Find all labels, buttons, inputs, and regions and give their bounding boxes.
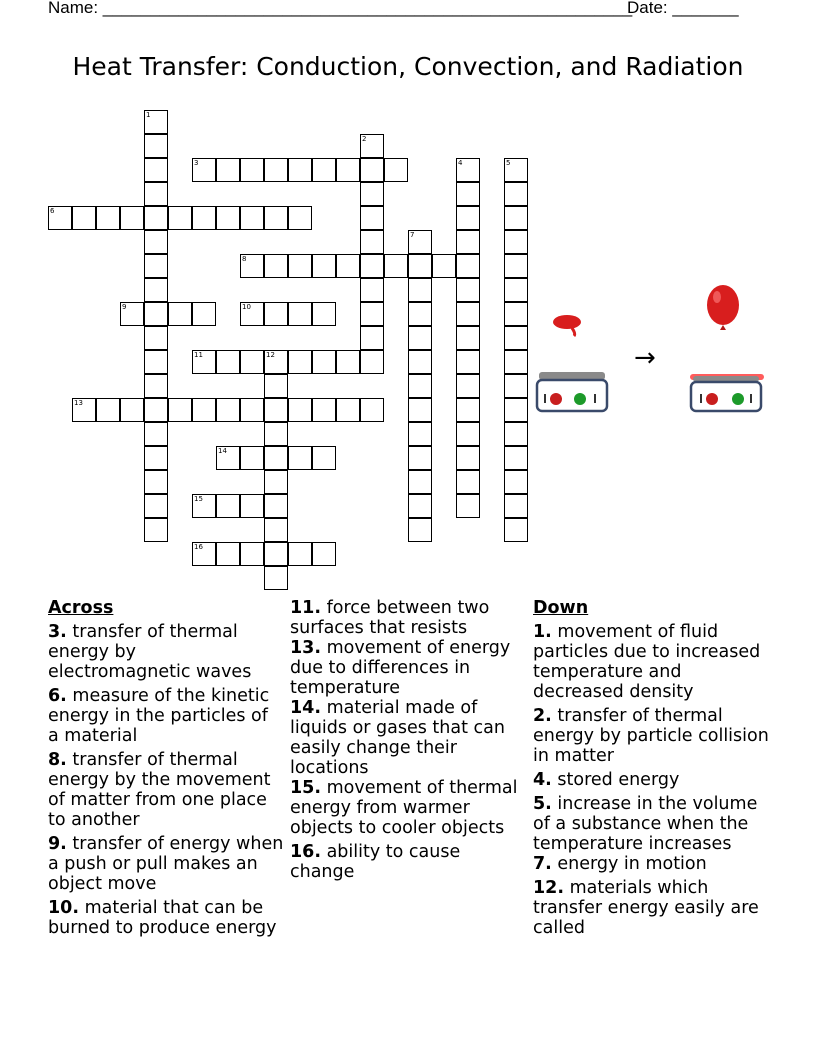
grid-cell[interactable]: [240, 302, 264, 326]
grid-cell[interactable]: [264, 158, 288, 182]
grid-cell[interactable]: [360, 158, 384, 182]
grid-cell[interactable]: [288, 398, 312, 422]
grid-cell[interactable]: [264, 350, 288, 374]
grid-cell[interactable]: [504, 374, 528, 398]
grid-cell[interactable]: [264, 398, 288, 422]
page-title: Heat Transfer: Conduction, Convection, and Radiation: [72, 52, 744, 81]
grid-cell[interactable]: [120, 398, 144, 422]
grid-cell[interactable]: [216, 446, 240, 470]
grid-cell[interactable]: [264, 302, 288, 326]
grid-cell[interactable]: [504, 446, 528, 470]
grid-cell[interactable]: [192, 206, 216, 230]
grid-cell[interactable]: [456, 158, 480, 182]
grid-cell[interactable]: [264, 542, 288, 566]
grid-cell[interactable]: [264, 254, 288, 278]
grid-cell[interactable]: [168, 398, 192, 422]
grid-cell[interactable]: [456, 422, 480, 446]
grid-cell[interactable]: [360, 206, 384, 230]
grid-cell[interactable]: [144, 206, 168, 230]
grid-cell[interactable]: [360, 302, 384, 326]
grid-cell[interactable]: [240, 158, 264, 182]
deflated-balloon-icon: [553, 315, 581, 336]
grid-cell[interactable]: [144, 182, 168, 206]
clue-across-8: 8. transfer of thermal energy by the movement of matter from one place to another: [48, 750, 271, 830]
clue-across-14: 14. material made of liquids or gases that can easily change their locations: [290, 698, 505, 778]
grid-cell[interactable]: [504, 302, 528, 326]
grid-cell[interactable]: [504, 206, 528, 230]
grid-cell[interactable]: [408, 326, 432, 350]
name-field[interactable]: Name: ________________________________________________________: [48, 0, 633, 17]
grid-cell[interactable]: [192, 302, 216, 326]
clue-down-1: 1. movement of fluid particles due to increased temperature and decreased density: [533, 622, 761, 702]
grid-cell[interactable]: [144, 398, 168, 422]
arrow-icon: →: [634, 343, 656, 373]
grid-cell[interactable]: [144, 158, 168, 182]
grid-cell[interactable]: [504, 158, 528, 182]
grid-cell[interactable]: [240, 350, 264, 374]
clue-down-5: 5. increase in the volume of a substance when the temperature increases: [533, 794, 758, 854]
grid-cell[interactable]: [144, 278, 168, 302]
grid-cell[interactable]: [144, 326, 168, 350]
grid-cell[interactable]: [456, 446, 480, 470]
grid-cell[interactable]: [240, 254, 264, 278]
grid-cell[interactable]: [456, 374, 480, 398]
grid-cell[interactable]: [456, 470, 480, 494]
grid-cell[interactable]: [312, 398, 336, 422]
grid-cell[interactable]: [288, 350, 312, 374]
grid-cell[interactable]: [144, 350, 168, 374]
grid-cell[interactable]: [336, 158, 360, 182]
grid-cell[interactable]: [192, 542, 216, 566]
grid-cell[interactable]: [408, 446, 432, 470]
grid-cell[interactable]: [168, 302, 192, 326]
cell-number: 15: [194, 495, 203, 503]
down-heading: Down: [533, 598, 589, 618]
grid-cell[interactable]: [144, 422, 168, 446]
grid-cell[interactable]: [456, 326, 480, 350]
grid-cell[interactable]: [120, 302, 144, 326]
grid-cell[interactable]: [456, 230, 480, 254]
grid-cell[interactable]: [312, 542, 336, 566]
grid-cell[interactable]: [96, 206, 120, 230]
grid-cell[interactable]: [504, 398, 528, 422]
cell-number: 11: [194, 351, 203, 359]
grid-cell[interactable]: [216, 398, 240, 422]
grid-cell[interactable]: [504, 278, 528, 302]
grid-cell[interactable]: [240, 494, 264, 518]
across-clues: [48, 598, 284, 942]
grid-cell[interactable]: [264, 494, 288, 518]
grid-cell[interactable]: [504, 518, 528, 542]
grid-cell[interactable]: [264, 374, 288, 398]
grid-cell[interactable]: [360, 182, 384, 206]
grid-cell[interactable]: [408, 254, 432, 278]
grid-cell[interactable]: [360, 350, 384, 374]
grid-cell[interactable]: [72, 206, 96, 230]
grid-cell[interactable]: [456, 278, 480, 302]
grid-cell[interactable]: [144, 230, 168, 254]
grid-cell[interactable]: [456, 398, 480, 422]
grid-cell[interactable]: [504, 350, 528, 374]
clue-across-13: 13. movement of energy due to differences in temperature: [290, 638, 511, 698]
clue-across-11: 11. force between two surfaces that resists: [290, 598, 490, 638]
grid-cell[interactable]: [408, 350, 432, 374]
grid-cell[interactable]: [408, 278, 432, 302]
grid-cell[interactable]: [408, 422, 432, 446]
cell-number: 10: [242, 303, 251, 311]
cell-number: 5: [506, 159, 511, 167]
grid-cell[interactable]: [288, 254, 312, 278]
grid-cell[interactable]: [240, 206, 264, 230]
grid-cell[interactable]: [456, 182, 480, 206]
grid-cell[interactable]: [360, 326, 384, 350]
clue-down-2: 2. transfer of thermal energy by particle collision in matter: [533, 706, 769, 766]
grid-cell[interactable]: [408, 494, 432, 518]
grid-cell[interactable]: [456, 302, 480, 326]
grid-cell[interactable]: [288, 302, 312, 326]
grid-cell[interactable]: [312, 254, 336, 278]
grid-cell[interactable]: [504, 470, 528, 494]
cell-number: 1: [146, 111, 151, 119]
grid-cell[interactable]: [504, 422, 528, 446]
grid-cell[interactable]: [504, 326, 528, 350]
grid-cell[interactable]: [384, 158, 408, 182]
grid-cell[interactable]: [384, 254, 408, 278]
cell-number: 14: [218, 447, 227, 455]
grid-cell[interactable]: [288, 158, 312, 182]
grid-cell[interactable]: [456, 254, 480, 278]
down-clues: [533, 598, 773, 942]
grid-cell[interactable]: [456, 350, 480, 374]
clue-down-12: 12. materials which transfer energy easily are called: [533, 878, 759, 938]
grid-cell[interactable]: [72, 398, 96, 422]
grid-cell[interactable]: [216, 350, 240, 374]
grid-cell[interactable]: [504, 182, 528, 206]
clue-across-3: 3. transfer of thermal energy by electromagnetic waves: [48, 622, 252, 682]
clue-down-4: 4. stored energy: [533, 770, 680, 790]
grid-cell[interactable]: [120, 206, 144, 230]
grid-cell[interactable]: [240, 398, 264, 422]
cell-number: 2: [362, 135, 367, 143]
grid-cell[interactable]: [360, 278, 384, 302]
clue-across-15: 15. movement of thermal energy from warmer objects to cooler objects: [290, 778, 518, 838]
cell-number: 16: [194, 543, 203, 551]
grid-cell[interactable]: [312, 302, 336, 326]
inflated-balloon-icon: [707, 285, 739, 330]
grid-cell[interactable]: [144, 134, 168, 158]
grid-cell[interactable]: [408, 470, 432, 494]
grid-cell[interactable]: [408, 518, 432, 542]
cell-number: 6: [50, 207, 55, 215]
grid-cell[interactable]: [288, 206, 312, 230]
grid-cell[interactable]: [264, 422, 288, 446]
grid-cell[interactable]: [264, 206, 288, 230]
grid-cell[interactable]: [216, 206, 240, 230]
hot-plate-cold-icon: [537, 372, 607, 411]
grid-cell[interactable]: [504, 254, 528, 278]
across-clues-continued: [290, 598, 526, 886]
grid-cell[interactable]: [408, 398, 432, 422]
grid-cell[interactable]: [360, 134, 384, 158]
cell-number: 9: [122, 303, 127, 311]
grid-cell[interactable]: [240, 446, 264, 470]
grid-cell[interactable]: [168, 206, 192, 230]
grid-cell[interactable]: [216, 494, 240, 518]
grid-cell[interactable]: [216, 542, 240, 566]
grid-cell[interactable]: [408, 374, 432, 398]
grid-cell[interactable]: [288, 542, 312, 566]
grid-cell[interactable]: [264, 518, 288, 542]
grid-cell[interactable]: [312, 446, 336, 470]
grid-cell[interactable]: [312, 350, 336, 374]
grid-cell[interactable]: [360, 230, 384, 254]
grid-cell[interactable]: [144, 374, 168, 398]
grid-cell[interactable]: [456, 494, 480, 518]
grid-cell[interactable]: [240, 542, 264, 566]
grid-cell[interactable]: [144, 302, 168, 326]
grid-cell[interactable]: [216, 158, 240, 182]
grid-cell[interactable]: [192, 494, 216, 518]
cell-number: 12: [266, 351, 275, 359]
clue-down-7: 7. energy in motion: [533, 854, 707, 874]
grid-cell[interactable]: [264, 446, 288, 470]
grid-cell[interactable]: [432, 254, 456, 278]
grid-cell[interactable]: [264, 566, 288, 590]
grid-cell[interactable]: [144, 494, 168, 518]
grid-cell[interactable]: [144, 446, 168, 470]
grid-cell[interactable]: [360, 398, 384, 422]
date-field[interactable]: Date: _______: [627, 0, 739, 17]
cell-number: 3: [194, 159, 199, 167]
grid-cell[interactable]: [288, 446, 312, 470]
grid-cell[interactable]: [408, 302, 432, 326]
grid-cell[interactable]: [408, 230, 432, 254]
grid-cell[interactable]: [264, 470, 288, 494]
grid-cell[interactable]: [504, 494, 528, 518]
grid-cell[interactable]: [192, 158, 216, 182]
grid-cell[interactable]: [192, 350, 216, 374]
grid-cell[interactable]: [336, 350, 360, 374]
grid-cell[interactable]: [144, 518, 168, 542]
grid-cell[interactable]: [504, 230, 528, 254]
grid-cell[interactable]: [144, 110, 168, 134]
cell-number: 8: [242, 255, 247, 263]
hot-plate-hot-icon: [691, 376, 761, 411]
heat-illustration: [530, 280, 780, 420]
grid-cell[interactable]: [144, 470, 168, 494]
grid-cell[interactable]: [312, 158, 336, 182]
grid-cell[interactable]: [192, 398, 216, 422]
grid-cell[interactable]: [360, 254, 384, 278]
grid-cell[interactable]: [336, 398, 360, 422]
clue-across-6: 6. measure of the kinetic energy in the particles of a material: [48, 686, 270, 746]
across-heading: Across: [48, 598, 114, 618]
grid-cell[interactable]: [336, 254, 360, 278]
clue-across-9: 9. transfer of energy when a push or pull makes an object move: [48, 834, 284, 894]
grid-cell[interactable]: [456, 206, 480, 230]
cell-number: 7: [410, 231, 415, 239]
cell-number: 4: [458, 159, 463, 167]
clue-across-10: 10. material that can be burned to produce energy: [48, 898, 277, 938]
cell-number: 13: [74, 399, 83, 407]
clue-across-16: 16. ability to cause change: [290, 842, 461, 882]
grid-cell[interactable]: [144, 254, 168, 278]
grid-cell[interactable]: [96, 398, 120, 422]
grid-cell[interactable]: [48, 206, 72, 230]
